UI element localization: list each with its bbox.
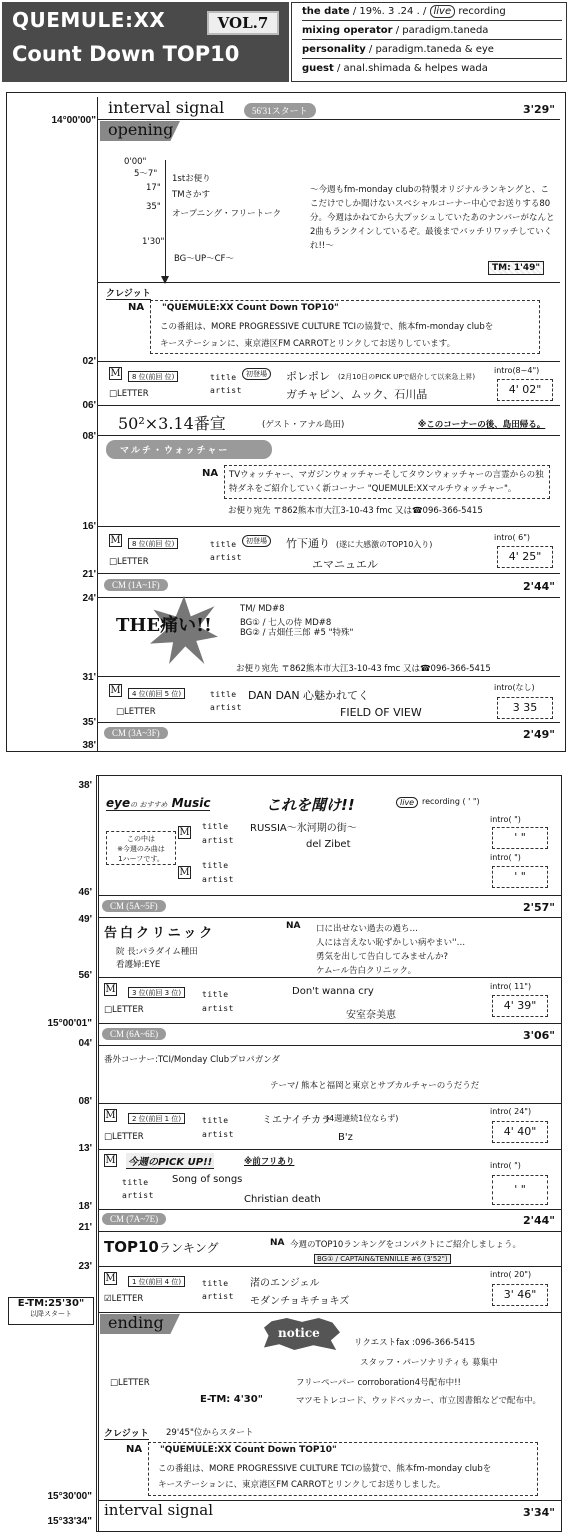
divider bbox=[98, 361, 560, 362]
na-label: NA bbox=[128, 302, 145, 313]
title-label: title bbox=[202, 1279, 229, 1288]
artist-label: artist bbox=[210, 553, 242, 562]
multi-watcher-pill: マルチ・ウォッチャー bbox=[106, 440, 272, 459]
cm-pill: CM (6A~6E) bbox=[102, 1028, 166, 1040]
credit-label: クレジット bbox=[104, 1426, 149, 1440]
clinic-desc: 口に出せない過去の過ち… bbox=[316, 924, 419, 934]
opening-note: 1stお便り bbox=[172, 174, 211, 184]
artist-label: artist bbox=[202, 836, 234, 845]
song-note: (4週連続1位ならず) bbox=[326, 1114, 399, 1123]
clinic-desc: 勇気を出して告白してみませんか? bbox=[316, 952, 449, 962]
divider bbox=[98, 1149, 562, 1150]
divider bbox=[98, 1231, 562, 1232]
divider bbox=[98, 676, 560, 677]
intro-label: intro( 11") bbox=[490, 982, 532, 991]
time-mark: 21' bbox=[82, 569, 96, 580]
title-label: title bbox=[210, 690, 237, 699]
divider bbox=[98, 435, 560, 436]
extra-corner-theme: テーマ/ 熊本と福岡と東京とサブカルチャーのうだうだ bbox=[270, 1081, 480, 1091]
artist-label: artist bbox=[122, 1191, 154, 1200]
music-icon: M bbox=[105, 1155, 116, 1166]
interval-start-pill: 56'31スタート bbox=[244, 103, 316, 118]
eye-heading: eyeの おすすめ Music bbox=[106, 796, 211, 810]
time-mark: 15°30'00" bbox=[47, 1491, 92, 1502]
eye-note-box: この中は ※今週のみ曲は 1ハーフです。 bbox=[106, 831, 176, 865]
letter-checkbox[interactable]: □LETTER bbox=[109, 557, 149, 567]
rank-box: 2 位(前回 1 位) bbox=[128, 1113, 185, 1124]
top10-desc: 今週のTOP10ランキングをコンパクトにご紹介しましょう。 bbox=[290, 1240, 521, 1250]
itai-title: THE痛い!! bbox=[116, 615, 212, 636]
song-title: DAN DAN 心魅かれてく bbox=[248, 689, 370, 702]
time-mark: 35' bbox=[82, 717, 96, 728]
title-label: title bbox=[210, 373, 237, 382]
time-mark: 21' bbox=[78, 1222, 92, 1233]
credit-start: 29'45"位からスタート bbox=[166, 1428, 254, 1438]
time-mark: 18' bbox=[78, 1201, 92, 1212]
new-entry-badge: 初登場 bbox=[242, 368, 271, 380]
letter-checkbox-checked[interactable]: ☑LETTER bbox=[104, 1294, 144, 1304]
divider bbox=[98, 405, 560, 406]
mixing-row: mixing operator / paradigm.taneda bbox=[302, 22, 562, 40]
artist-label: artist bbox=[202, 1004, 234, 1013]
rank-box: 8 位(前回 位) bbox=[128, 538, 178, 549]
rank-box: 8 位(前回 位) bbox=[128, 371, 178, 382]
multi-watcher-desc: TVウォッチャー、マガジンウォッチャーそしてタウンウォッチャーの言霊からの独特ダネをご紹介していく新コーナー "QUEMULE:XXマルチウォッチャー"。 bbox=[224, 465, 550, 499]
intro-label: intro( 6") bbox=[494, 533, 530, 542]
time-mark: 04' bbox=[78, 1038, 92, 1049]
letter-checkbox[interactable]: □LETTER bbox=[104, 1005, 144, 1015]
duration-box: 4' 25" bbox=[497, 546, 553, 568]
etm-box: E-TM:25'30" 以降スタート bbox=[8, 1297, 94, 1325]
divider bbox=[98, 1023, 562, 1024]
time-mark: 13' bbox=[78, 1143, 92, 1154]
divider bbox=[98, 1209, 562, 1210]
artist-label: artist bbox=[202, 1292, 234, 1301]
divider bbox=[98, 917, 562, 918]
header-title-box bbox=[2, 2, 289, 82]
bansen-note: ※このコーナーの後、島田帰る。 bbox=[418, 420, 546, 430]
divider bbox=[98, 282, 560, 283]
time-mark: 15°00'01" bbox=[47, 1018, 92, 1029]
song-note: (2月10日のPICK UPで紹介して以来急上昇) bbox=[338, 373, 476, 381]
opening-note: TMさかす bbox=[172, 190, 211, 200]
time-mark: 24' bbox=[82, 593, 96, 604]
letter-checkbox[interactable]: □LETTER bbox=[104, 1132, 144, 1142]
credit-line: この番組は、MORE PROGRESSIVE CULTURE TCIの協賛で、熊本fm-monday clubを bbox=[160, 322, 494, 332]
rank-box: 3 位(前回 3 位) bbox=[128, 987, 185, 998]
music-icon: M bbox=[110, 368, 121, 379]
bansen-title: 50²×3.14番宣 bbox=[118, 414, 226, 433]
ending-title: ending bbox=[108, 1313, 164, 1332]
music-icon: M bbox=[179, 867, 190, 878]
cm-pill: CM (3A~3F) bbox=[104, 727, 168, 739]
opening-time: 35" bbox=[146, 202, 161, 212]
divider bbox=[98, 597, 560, 598]
song-title: Song of songs bbox=[172, 1174, 243, 1185]
notice-line: リクエストfax :096-366-5415 bbox=[354, 1338, 476, 1348]
cm-duration: 2'49" bbox=[522, 728, 555, 741]
itai-line: BG② / 古畑任三郎 #5 "特殊" bbox=[240, 628, 354, 638]
time-mark: 15°33'34" bbox=[47, 1516, 92, 1527]
opening-time: 0'00" bbox=[124, 157, 147, 167]
opening-tm-box: TM: 1'49" bbox=[488, 261, 544, 275]
title-label: title bbox=[202, 1116, 229, 1125]
clinic-desc: ケムール告白クリニック。 bbox=[316, 966, 417, 976]
intro-label: intro( 20") bbox=[490, 1270, 532, 1279]
pickup-title: 今週のPICK UP!! bbox=[126, 1153, 214, 1169]
time-mark: 16' bbox=[82, 521, 96, 532]
music-icon: M bbox=[105, 984, 116, 995]
interval-title: interval signal bbox=[104, 1501, 214, 1519]
clinic-title: 告白クリニック bbox=[104, 926, 216, 941]
letter-checkbox[interactable]: □LETTER bbox=[116, 707, 156, 717]
na-label: NA bbox=[270, 1238, 285, 1248]
timeline-rule-2 bbox=[98, 775, 99, 1532]
letter-checkbox[interactable]: □LETTER bbox=[110, 1378, 150, 1388]
notice-line: マツモトレコード、ウッドペッカー、市立図書館などで配布中。 bbox=[296, 1396, 541, 1406]
itai-line: TM/ MD#8 bbox=[240, 604, 285, 614]
song-note: (遂に大感激のTOP10入り) bbox=[336, 540, 433, 549]
music-icon: M bbox=[105, 1273, 116, 1284]
letter-checkbox[interactable]: □LETTER bbox=[109, 389, 149, 399]
volume-badge: VOL.7 bbox=[207, 11, 279, 35]
rank-box: 1 位(前回 4 位) bbox=[128, 1276, 185, 1287]
music-icon: M bbox=[110, 685, 121, 696]
time-mark: 38' bbox=[78, 780, 92, 791]
song-title: ミエナイチカラ bbox=[262, 1115, 332, 1126]
title-label: title bbox=[202, 861, 229, 870]
time-mark: 56' bbox=[78, 970, 92, 981]
credit-line: キーステーションに、東京港区FM CARROTとリンクしてお送りしています。 bbox=[160, 339, 456, 349]
time-mark: 49' bbox=[78, 914, 92, 925]
time-mark: 02' bbox=[82, 356, 96, 367]
opening-time: 5～7" bbox=[134, 169, 158, 179]
opening-time: 17" bbox=[146, 183, 161, 193]
artist-label: artist bbox=[210, 386, 242, 395]
notice-line: スタッフ・パーソナリティも 募集中 bbox=[360, 1358, 498, 1368]
song-artist: FIELD OF VIEW bbox=[340, 706, 422, 719]
date-row: the date / 19%. 3 .24 . / live recording bbox=[302, 3, 562, 21]
cm-pill: CM (7A~7E) bbox=[102, 1213, 166, 1225]
song-artist: Christian death bbox=[244, 1194, 321, 1205]
song-artist: del Zibet bbox=[306, 839, 351, 850]
music-icon: M bbox=[110, 535, 121, 546]
artist-label: artist bbox=[202, 875, 234, 884]
clinic-desc: 人には言えない恥ずかしい病やまい''… bbox=[316, 938, 466, 948]
duration-box: ' " bbox=[492, 827, 548, 849]
duration-box: 4' 02" bbox=[497, 379, 553, 401]
cm-duration: 2'44" bbox=[522, 580, 555, 593]
cm-duration: 2'57" bbox=[522, 901, 555, 914]
song-title: 渚のエンジェル bbox=[250, 1278, 320, 1289]
na-label: NA bbox=[286, 921, 301, 931]
clinic-line: 院 長:パラダイム種田 bbox=[116, 947, 198, 957]
music-icon: M bbox=[105, 1110, 116, 1121]
time-mark: 23' bbox=[78, 1261, 92, 1272]
duration-box: 3' 46" bbox=[492, 1284, 548, 1306]
na-label: NA bbox=[202, 468, 219, 479]
intro-label: intro( ") bbox=[490, 853, 521, 862]
divider bbox=[98, 895, 562, 896]
divider bbox=[98, 1266, 562, 1267]
song-title: 竹下通り bbox=[286, 537, 330, 550]
title-label: title bbox=[210, 540, 237, 549]
ending-etm: E-TM: 4'30" bbox=[200, 1394, 263, 1405]
time-mark: 14°00'00" bbox=[51, 115, 96, 126]
time-mark: 31' bbox=[82, 672, 96, 683]
time-mark: 38' bbox=[82, 740, 96, 751]
song-artist: 安室奈美恵 bbox=[346, 1010, 396, 1021]
opening-time: 1'30" bbox=[142, 237, 165, 247]
guest-row: guest / anal.shimada & helpes wada bbox=[302, 63, 488, 74]
clinic-line: 看護婦:EYE bbox=[116, 960, 161, 970]
duration-box: 4' 40" bbox=[492, 1121, 548, 1143]
duration-box: ' " bbox=[492, 866, 548, 888]
song-artist: ガチャピン、ムック、石川晶 bbox=[286, 388, 428, 401]
music-icon: M bbox=[179, 827, 190, 838]
notice-label: notice bbox=[278, 1326, 320, 1340]
intro-label: intro( 24") bbox=[490, 1107, 532, 1116]
artist-label: artist bbox=[202, 1130, 234, 1139]
divider bbox=[98, 573, 560, 574]
interval-duration: 3'29" bbox=[522, 103, 555, 116]
credit-line: この番組は、MORE PROGRESSIVE CULTURE TCIの協賛で、熊本fm-monday clubを bbox=[158, 1464, 492, 1474]
mail-address: お便り宛先 〒862熊本市大江3-10-43 fmc 又は☎096-366-5415 bbox=[228, 506, 483, 516]
duration-box: 4' 39" bbox=[492, 995, 548, 1017]
song-title: ポレポレ bbox=[286, 370, 330, 383]
cm-pill: CM (1A~1F) bbox=[104, 579, 168, 591]
na-label: NA bbox=[126, 1444, 143, 1455]
opening-arrow-line bbox=[165, 160, 166, 278]
recording-label: recording ( ' ") bbox=[422, 797, 480, 806]
song-title: RUSSIA～氷河期の街～ bbox=[250, 823, 357, 834]
bansen-guest: (ゲスト・アナル島田) bbox=[262, 420, 345, 430]
live-badge: live bbox=[396, 797, 418, 808]
time-mark: 46' bbox=[78, 887, 92, 898]
artist-label: artist bbox=[210, 703, 242, 712]
opening-note: BG～UP～CF～ bbox=[174, 254, 234, 264]
cm-pill: CM (5A~5F) bbox=[102, 900, 166, 912]
divider bbox=[98, 977, 562, 978]
credit-label: クレジット bbox=[106, 286, 151, 300]
top10-title: TOP10ランキング bbox=[104, 1238, 219, 1256]
divider bbox=[98, 1045, 562, 1046]
intro-label: intro(8~4") bbox=[494, 366, 540, 375]
rank-box: 4 位(前回 5 位) bbox=[128, 688, 185, 699]
song-artist: モダンチョキチョキズ bbox=[250, 1296, 350, 1307]
intro-label: intro( ") bbox=[490, 1161, 521, 1170]
song-artist: B'z bbox=[338, 1132, 353, 1143]
opening-title: opening bbox=[108, 120, 174, 139]
mail-address: お便り宛先 〒862熊本市大江3-10-43 fmc 又は☎096-366-5415 bbox=[236, 664, 491, 674]
credit-line: "QUEMULE:XX Count Down TOP10" bbox=[160, 1445, 337, 1455]
top10-bg-box: BG① / CAPTAIN&TENNILLE #6 (3'52") bbox=[314, 1254, 451, 1264]
personality-row: personality / paradigm.taneda & eye bbox=[302, 41, 562, 59]
title-label: title bbox=[122, 1178, 149, 1187]
opening-description: ～今週もfm-monday clubの特製オリジナルランキングと、ここだけでしか聞けないスペシャルコーナー中心でお送りする80分。今週はかねてから大プッシュしていたあのナンバーがなんと2曲もランクインしているぞ。最後までバッチリワッチしていくれ!!～ bbox=[310, 185, 555, 251]
program-subtitle: Count Down TOP10 bbox=[12, 42, 240, 66]
cm-duration: 3'06" bbox=[522, 1029, 555, 1042]
new-entry-badge: 初登場 bbox=[242, 535, 271, 547]
divider bbox=[98, 1312, 562, 1313]
header-info bbox=[291, 2, 567, 82]
interval-duration: 3'34" bbox=[522, 1506, 555, 1519]
credit-line: キーステーションに、東京港区FM CARROTとリンクしてお送りしました。 bbox=[158, 1480, 446, 1490]
title-label: title bbox=[202, 990, 229, 999]
notice-line: フリーペーパー corroboration4号配布中!! bbox=[296, 1378, 461, 1388]
divider bbox=[98, 1103, 562, 1104]
eye-title: これを聞け!! bbox=[266, 796, 355, 814]
intro-label: intro(なし) bbox=[494, 683, 535, 692]
pickup-note: ※前フリあり bbox=[244, 1157, 295, 1167]
duration-box: ' " bbox=[492, 1175, 548, 1205]
duration-box: 3 35 bbox=[497, 697, 553, 719]
time-mark: 08' bbox=[78, 1096, 92, 1107]
song-artist: エマニュエル bbox=[312, 558, 378, 571]
cm-duration: 2'44" bbox=[522, 1214, 555, 1227]
divider bbox=[98, 526, 560, 527]
song-title: Don't wanna cry bbox=[292, 986, 374, 997]
intro-label: intro( ") bbox=[490, 815, 521, 824]
credit-line: "QUEMULE:XX Count Down TOP10" bbox=[162, 303, 339, 313]
extra-corner-title: 番外コーナー:TCI/Monday Clubプロパガンダ bbox=[104, 1055, 280, 1065]
interval-title: interval signal bbox=[108, 98, 225, 117]
opening-note: オープニング・フリートーク bbox=[172, 209, 282, 219]
title-label: title bbox=[202, 822, 229, 831]
divider bbox=[98, 722, 560, 723]
time-mark: 06' bbox=[82, 400, 96, 411]
program-title: QUEMULE:XX bbox=[12, 8, 166, 32]
itai-line: BG① / 七人の侍 MD#8 bbox=[240, 618, 332, 628]
time-mark: 08' bbox=[82, 431, 96, 442]
timeline-rule-1 bbox=[97, 97, 98, 752]
